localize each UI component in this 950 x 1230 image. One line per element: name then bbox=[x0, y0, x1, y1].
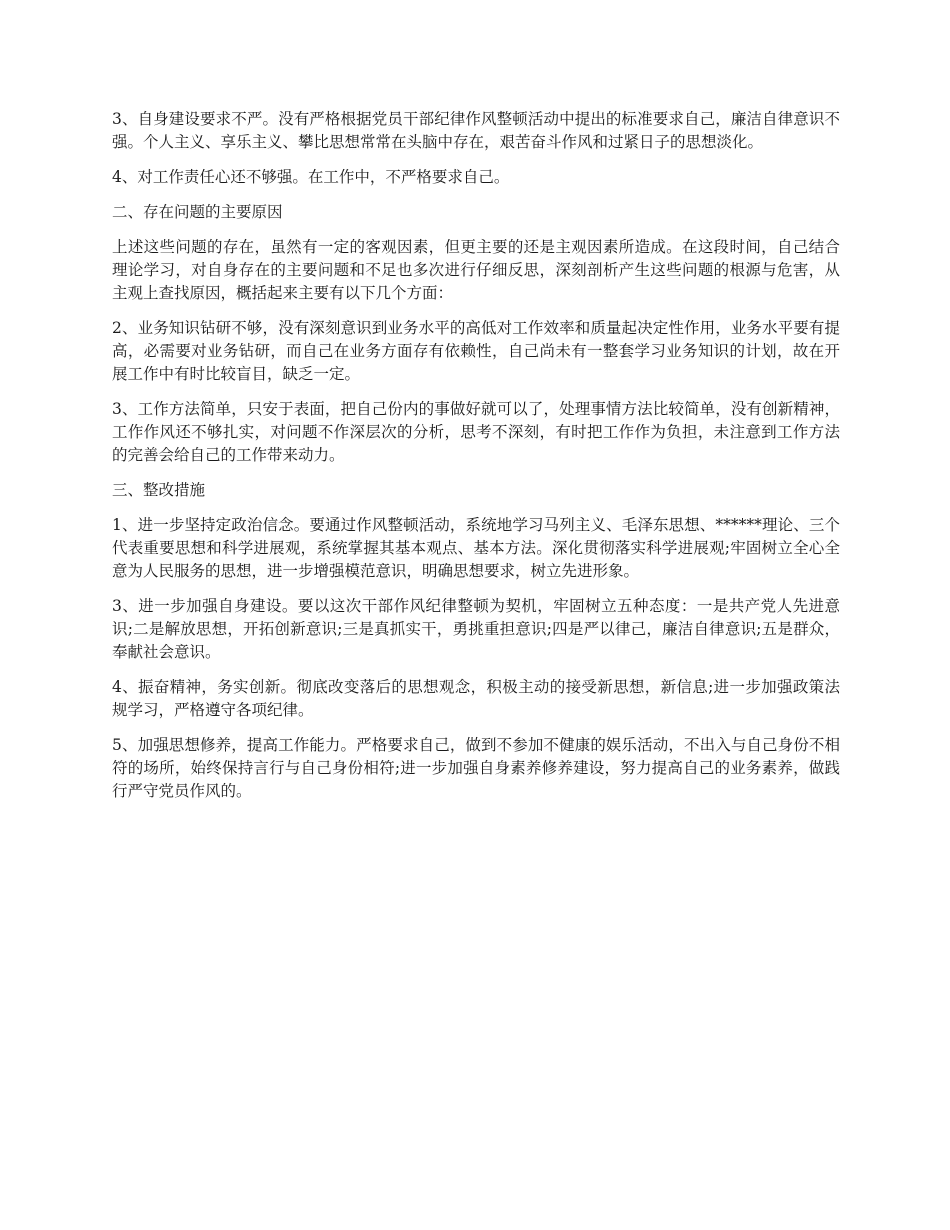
paragraph-work-method: 3、工作方法简单，只安于表面，把自己份内的事做好就可以了，处理事情方法比较简单，没有创新精神，工作作风还不够扎实，对问题不作深层次的分析，思考不深刻，有时把工作作为负担，未注意到工作方法的完善会给自己的工作带来动力。 bbox=[112, 400, 840, 464]
paragraph-business-knowledge: 2、业务知识钻研不够，没有深刻意识到业务水平的高低对工作效率和质量起决定性作用，业务水平要有提高，必需要对业务钻研，而自己在业务方面存有依赖性，自己尚未有一整套学习业务知识的计划，故在开展工作中有时比较盲目，缺乏一定。 bbox=[112, 319, 840, 383]
paragraph-causes-intro: 上述这些问题的存在，虽然有一定的客观因素，但更主要的还是主观因素所造成。在这段时间，自己结合理论学习，对自身存在的主要问题和不足也多次进行仔细反思，深刻剖析产生这些问题的根源与危害，从主观上查找原因，概括起来主要有以下几个方面： bbox=[112, 238, 840, 302]
paragraph-self-construction: 3、自身建设要求不严。没有严格根据党员干部纪律作风整顿活动中提出的标准要求自己，廉洁自律意识不强。个人主义、享乐主义、攀比思想常常在头脑中存在，艰苦奋斗作风和过紧日子的思想淡化。 bbox=[112, 110, 840, 151]
paragraph-ideological-cultivation: 5、加强思想修养，提高工作能力。严格要求自己，做到不参加不健康的娱乐活动，不出入与自己身份不相符的场所，始终保持言行与自己身份相符;进一步加强自身素养修养建设，努力提高自己的业务素养，做践行严守党员作风的。 bbox=[112, 736, 840, 800]
section-heading-main-causes: 二、存在问题的主要原因 bbox=[112, 203, 283, 221]
document-body bbox=[112, 108, 840, 815]
paragraph-responsibility: 4、对工作责任心还不够强。在工作中，不严格要求自己。 bbox=[112, 168, 510, 186]
paragraph-political-belief: 1、进一步坚持定政治信念。要通过作风整顿活动，系统地学习马列主义、毛泽东思想、******理论、三个代表重要思想和科学进展观，系统掌握其基本观点、基本方法。深化贯彻落实科学进展观;牢固树立全心全意为人民服务的思想，进一步增强模范意识，明确思想要求，树立先进形象。 bbox=[112, 516, 840, 580]
paragraph-strengthen-self: 3、进一步加强自身建设。要以这次干部作风纪律整顿为契机，牢固树立五种态度：一是共产党人先进意识;二是解放思想，开拓创新意识;三是真抓实干，勇挑重担意识;四是严以律己，廉洁自律意识;五是群众，奉献社会意识。 bbox=[112, 597, 840, 661]
section-heading-rectification: 三、整改措施 bbox=[112, 481, 206, 499]
paragraph-innovation: 4、振奋精神，务实创新。彻底改变落后的思想观念，积极主动的接受新思想，新信息;进一步加强政策法规学习，严格遵守各项纪律。 bbox=[112, 678, 840, 719]
